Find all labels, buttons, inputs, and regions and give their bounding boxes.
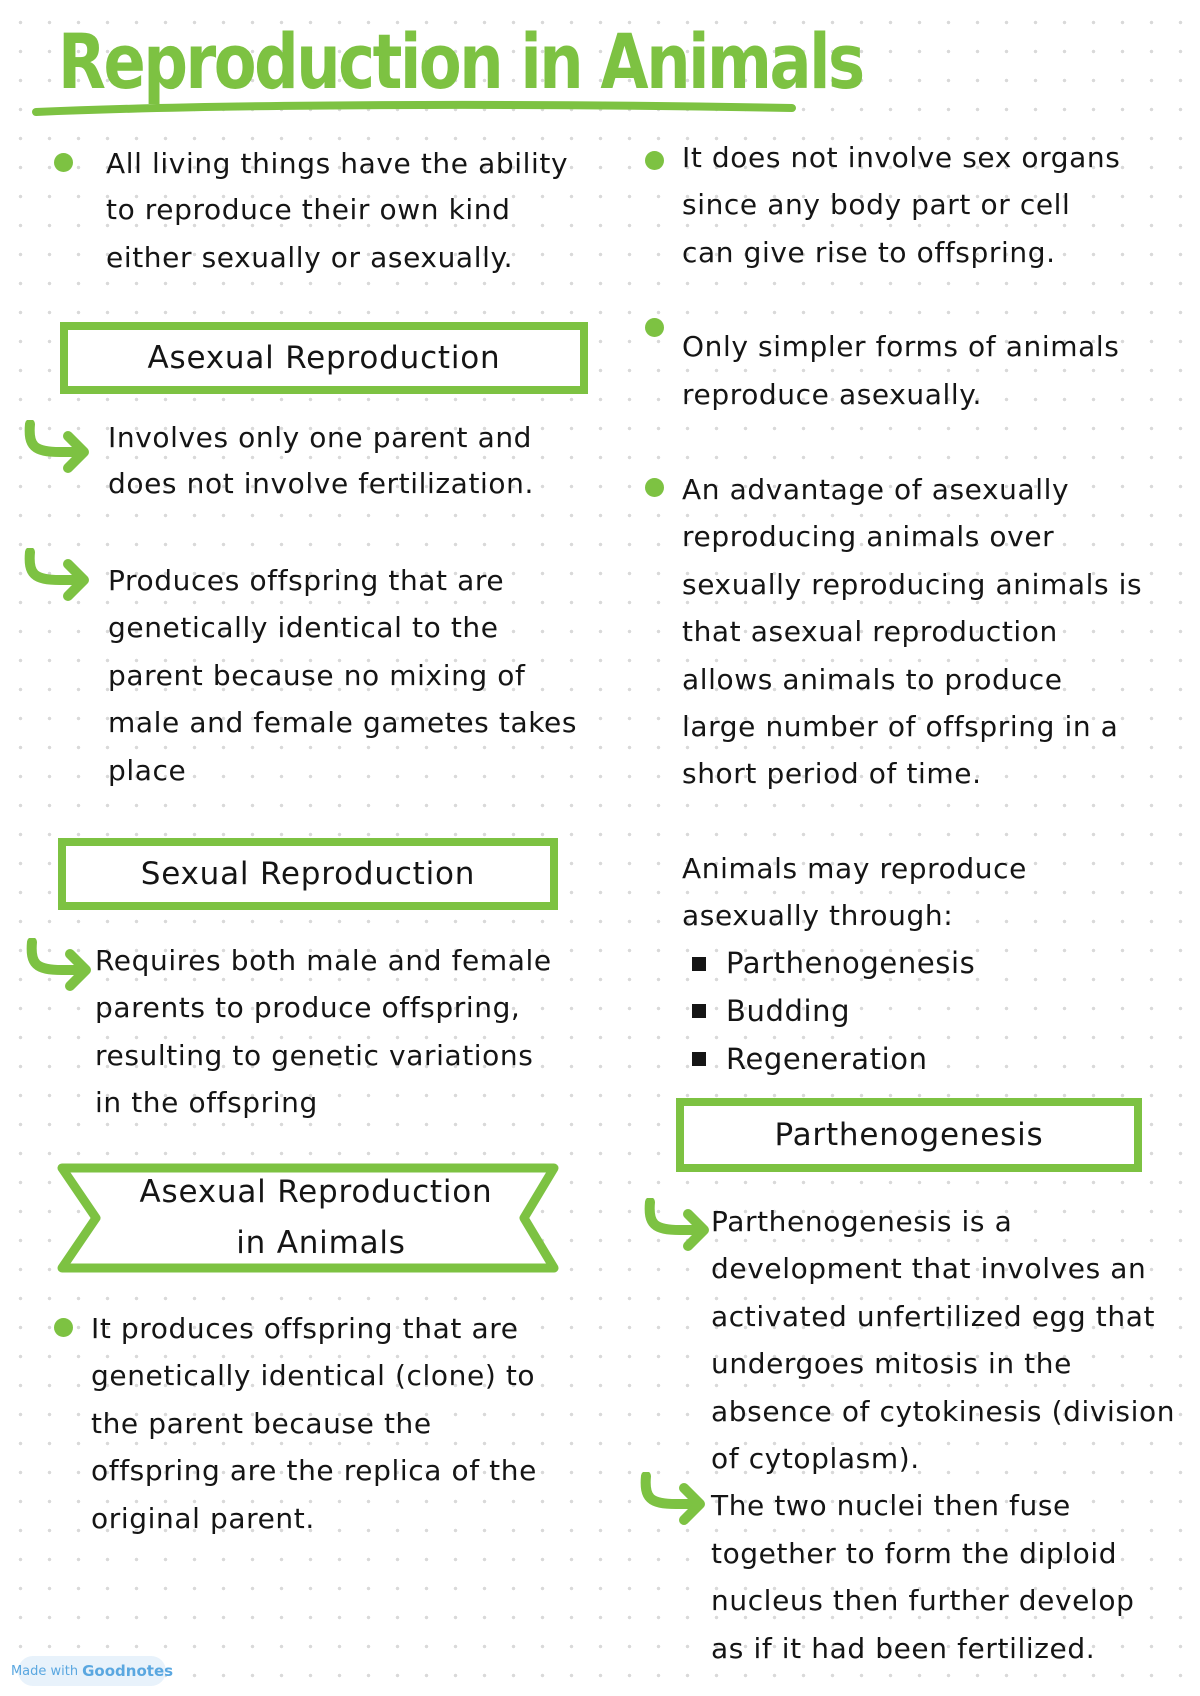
- right-point-line: sexually reproducing animals is: [682, 568, 1143, 601]
- animals-point-line: the parent because the: [91, 1407, 432, 1440]
- asexual-point-line: genetically identical to the: [108, 611, 499, 644]
- sexual-point-line: in the offspring: [95, 1086, 318, 1119]
- banner-heading-line: in Animals: [236, 1225, 406, 1261]
- right-point-line: since any body part or cell: [682, 188, 1071, 221]
- methods-intro-line: Animals may reproduce: [682, 852, 1027, 885]
- title-underline: [0, 0, 1200, 130]
- square-bullet-icon: [692, 1004, 706, 1018]
- parthenogenesis-heading-box: [676, 1098, 1142, 1172]
- parthenogenesis-point-line: of cytoplasm).: [711, 1442, 920, 1475]
- bullet-dot: [54, 1318, 73, 1337]
- intro-line: either sexually or asexually.: [106, 241, 514, 274]
- curved-arrow-icon: [636, 1472, 706, 1526]
- page-title: Reproduction in Animals: [58, 17, 863, 106]
- curved-arrow-icon: [20, 420, 90, 474]
- sexual-point-line: parents to produce offspring,: [95, 991, 521, 1024]
- curved-arrow-icon: [22, 938, 92, 992]
- bullet-dot: [54, 153, 73, 172]
- right-point-line: It does not involve sex organs: [682, 141, 1121, 174]
- right-point-line: short period of time.: [682, 757, 982, 790]
- right-point-line: large number of offspring in a: [682, 710, 1119, 743]
- animals-point-line: original parent.: [91, 1502, 315, 1535]
- asexual-point-line: Produces offspring that are: [108, 564, 505, 597]
- parthenogenesis-point-line: together to form the diploid: [711, 1537, 1118, 1570]
- asexual-reproduction-heading-box: [60, 322, 588, 394]
- parthenogenesis-point-line: development that involves an: [711, 1252, 1147, 1285]
- square-bullet-icon: [692, 957, 706, 971]
- sexual-point-line: resulting to genetic variations: [95, 1039, 534, 1072]
- bullet-dot: [645, 151, 664, 170]
- animals-point-line: It produces offspring that are: [91, 1312, 519, 1345]
- sexual-reproduction-heading-box: [58, 838, 558, 910]
- watermark-prefix: Made with: [10, 1663, 79, 1679]
- intro-line: to reproduce their own kind: [106, 193, 511, 226]
- right-point-line: that asexual reproduction: [682, 615, 1058, 648]
- asexual-point-line: parent because no mixing of: [108, 659, 526, 692]
- right-point-line: allows animals to produce: [682, 663, 1063, 696]
- goodnotes-watermark: [10, 1656, 174, 1686]
- animals-point-line: offspring are the replica of the: [91, 1454, 537, 1487]
- method-item: Regeneration: [726, 1042, 928, 1076]
- parthenogenesis-point-line: as if it had been fertilized.: [711, 1632, 1096, 1665]
- bullet-dot: [645, 318, 664, 337]
- square-bullet-icon: [692, 1052, 706, 1066]
- parthenogenesis-point-line: nucleus then further develop: [711, 1584, 1135, 1617]
- right-point-line: Only simpler forms of animals: [682, 330, 1120, 363]
- method-item: Budding: [726, 994, 851, 1028]
- right-point-line: can give rise to offspring.: [682, 236, 1056, 269]
- banner-heading-line: Asexual Reproduction: [139, 1174, 493, 1210]
- asexual-point-line: male and female gametes takes: [108, 706, 578, 739]
- right-point-line: reproducing animals over: [682, 520, 1055, 553]
- method-item: Parthenogenesis: [726, 946, 976, 980]
- intro-line: All living things have the ability: [106, 147, 569, 180]
- bullet-dot: [645, 478, 664, 497]
- animals-point-line: genetically identical (clone) to: [91, 1359, 536, 1392]
- curved-arrow-icon: [20, 548, 90, 602]
- methods-intro-line: asexually through:: [682, 899, 954, 932]
- right-point-line: reproduce asexually.: [682, 378, 982, 411]
- sexual-reproduction-heading: Sexual Reproduction: [140, 856, 476, 892]
- watermark-brand: Goodnotes: [82, 1662, 174, 1680]
- asexual-point-line: place: [108, 754, 187, 787]
- parthenogenesis-point-line: absence of cytokinesis (division: [711, 1395, 1176, 1428]
- right-point-line: An advantage of asexually: [682, 473, 1070, 506]
- asexual-reproduction-heading: Asexual Reproduction: [147, 340, 501, 376]
- parthenogenesis-point-line: The two nuclei then fuse: [711, 1489, 1071, 1522]
- parthenogenesis-heading: Parthenogenesis: [774, 1117, 1044, 1153]
- asexual-point-line: Involves only one parent and: [108, 421, 533, 454]
- parthenogenesis-point-line: Parthenogenesis is a: [711, 1205, 1013, 1238]
- curved-arrow-icon: [640, 1198, 710, 1252]
- sexual-point-line: Requires both male and female: [95, 944, 552, 977]
- asexual-point-line: does not involve fertilization.: [108, 467, 534, 500]
- parthenogenesis-point-line: activated unfertilized egg that: [711, 1300, 1156, 1333]
- parthenogenesis-point-line: undergoes mitosis in the: [711, 1347, 1072, 1380]
